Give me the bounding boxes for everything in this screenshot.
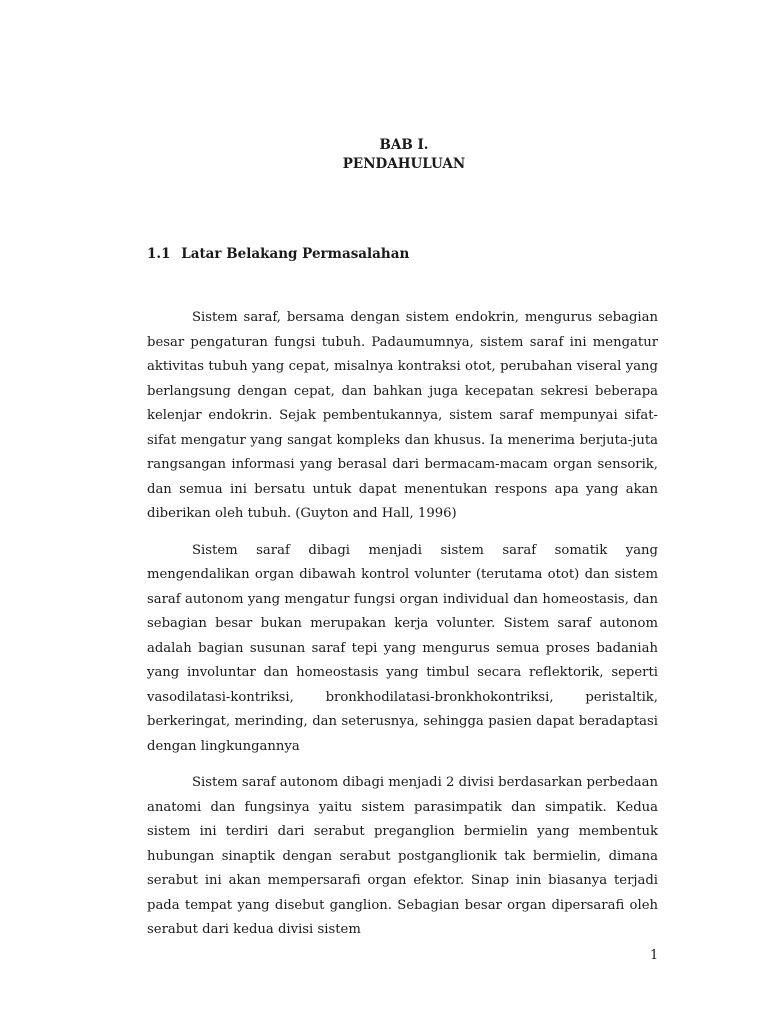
chapter-title: PENDAHULUAN bbox=[342, 156, 466, 172]
section-title: Latar Belakang Permasalahan bbox=[181, 246, 410, 262]
chapter-heading bbox=[0, 136, 768, 174]
paragraph-2: Sistem saraf dibagi menjadi sistem saraf somatik yang mengendalikan organ dibawah kontrol volunter (terutama otot) dan sistem saraf autonom yang mengatur fungsi organ individual dan homeostasis, dan sebagian besar bukan merupakan kerja volunter. Sistem saraf autonom adalah bagian susunan saraf tepi yang mengurus semua proses badaniah yang involuntar dan homeostasis yang timbul secara reflektorik, seperti vasodilatasi-kontriksi, bronkhodilatasi-bronkhokontriksi, peristaltik, berkeringat, merinding, dan seterusnya, sehingga pasien dapat beradaptasi dengan lingkungannya bbox=[147, 542, 658, 754]
chapter-label: BAB I. bbox=[379, 137, 429, 153]
paragraph-3: Sistem saraf autonom dibagi menjadi 2 divisi berdasarkan perbedaan anatomi dan fungsinya yaitu sistem parasimpatik dan simpatik. Kedua sistem ini terdiri dari serabut preganglion bermielin yang membentuk hubungan sinaptik dengan serabut postganglionik tak bermielin, dimana serabut ini akan mempersarafi organ efektor. Sinap inin biasanya terjadi pada tempat yang disebut ganglion. Sebagian besar organ dipersarafi oleh serabut dari kedua divisi sistem bbox=[147, 775, 658, 937]
section-heading bbox=[147, 244, 409, 264]
section-number: 1.1 bbox=[147, 246, 171, 262]
body-text bbox=[147, 306, 658, 955]
page-number: 1 bbox=[650, 948, 659, 963]
paragraph-1: Sistem saraf, bersama dengan sistem endokrin, mengurus sebagian besar pengaturan fungsi tubuh. Padaumumnya, sistem saraf ini mengatur aktivitas tubuh yang cepat, misalnya kontraksi otot, perubahan viseral yang berlangsung dengan cepat, dan bahkan juga kecepatan sekresi beberapa kelenjar endokrin. Sejak pembentukannya, sistem saraf mempunyai sifat-sifat mengatur yang sangat kompleks dan khusus. Ia menerima berjuta-juta rangsangan informasi yang berasal dari bermacam-macam organ sensorik, dan semua ini bersatu untuk dapat menentukan respons apa yang akan diberikan oleh tubuh. (Guyton and Hall, 1996) bbox=[147, 310, 658, 521]
